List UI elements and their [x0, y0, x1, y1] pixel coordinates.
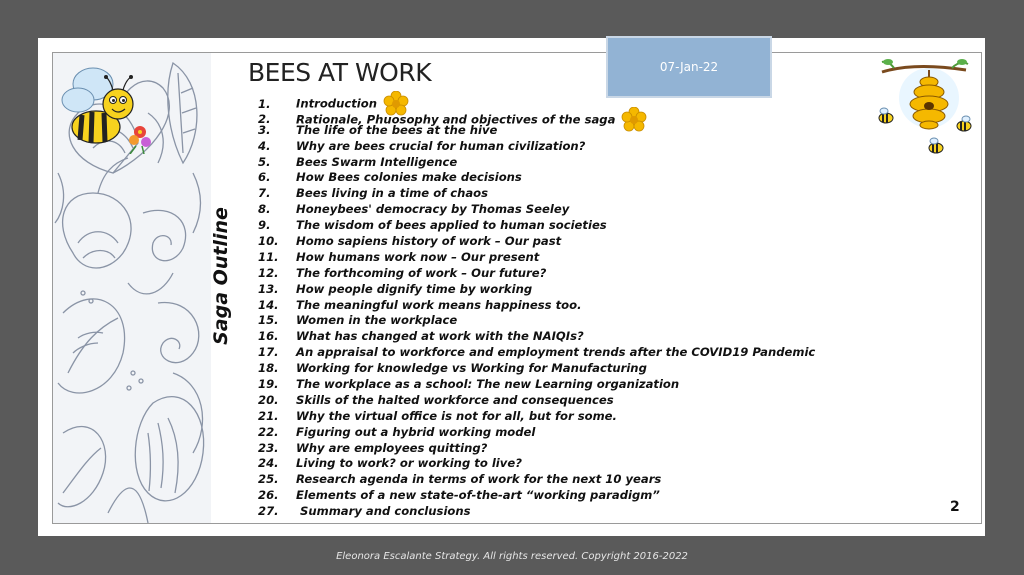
outline-item-number: 5.: [258, 154, 271, 169]
outline-item-number: 4.: [258, 138, 271, 153]
date-box: [608, 38, 770, 96]
outline-item-number: 6.: [258, 170, 271, 185]
saga-outline-list: [258, 91, 815, 520]
outline-item-text: Introduction: [296, 96, 377, 111]
copyright-footer: Eleonora Escalante Strategy. All rights reserved. Copyright 2016-2022: [336, 551, 688, 562]
outline-item-text: Women in the workplace: [296, 313, 458, 328]
outline-item-text: What has changed at work with the NAIQIs?: [296, 329, 584, 344]
outline-item-text: Living to work? or working to live?: [296, 456, 522, 471]
outline-item-number: 19.: [258, 377, 279, 392]
outline-item-text: Summary and conclusions: [296, 504, 471, 519]
outline-item-text: How people dignify time by working: [296, 281, 533, 296]
outline-item-text: Bees Swarm Intelligence: [296, 154, 458, 169]
slide: [38, 38, 985, 536]
outline-item: [258, 472, 815, 488]
outline-item: [258, 170, 815, 186]
outline-item-text: The forthcoming of work – Our future?: [296, 265, 547, 280]
outline-item-number: 27.: [258, 504, 279, 519]
outline-item: [258, 298, 815, 314]
outline-item-text: An appraisal to workforce and employment trends after the COVID19 Pandemic: [296, 345, 816, 360]
outline-item: [258, 202, 815, 218]
honey-flower-icon: [621, 107, 647, 133]
outline-item-number: 20.: [258, 392, 279, 407]
outline-item: [258, 155, 815, 171]
outline-item: [258, 488, 815, 504]
outline-item: [258, 504, 815, 520]
slide-title: BEES AT WORK: [248, 58, 432, 87]
outline-item-number: 22.: [258, 424, 279, 439]
page-number: 2: [950, 499, 960, 515]
outline-item-number: 21.: [258, 408, 279, 423]
date-text: 07-Jan-22: [659, 60, 719, 74]
outline-item: [258, 329, 815, 345]
outline-item: [258, 186, 815, 202]
outline-item: [258, 91, 815, 111]
outline-item-number: 12.: [258, 265, 279, 280]
outline-item: [258, 409, 815, 425]
outline-item-number: 10.: [258, 234, 279, 249]
bee-with-flowers-icon: [58, 62, 158, 158]
outline-item: [258, 441, 815, 457]
saga-outline-vertical-title: Saga Outline: [210, 207, 232, 345]
beehive-with-bees-icon: [874, 56, 974, 160]
outline-item-number: 8.: [258, 202, 271, 217]
outline-item-number: 26.: [258, 488, 279, 503]
outline-item-text: Skills of the halted workforce and consequences: [296, 392, 614, 407]
outline-item-text: Figuring out a hybrid working model: [296, 424, 536, 439]
outline-item-text: Why are bees crucial for human civilization?: [296, 138, 586, 153]
outline-item-text: Homo sapiens history of work – Our past: [296, 234, 562, 249]
outline-item-text: The life of the bees at the hive: [296, 122, 498, 137]
outline-item-number: 13.: [258, 281, 279, 296]
outline-item-text: The workplace as a school: The new Learning organization: [296, 377, 680, 392]
outline-item-text: Research agenda in terms of work for the next 10 years: [296, 472, 662, 487]
outline-item-text: The meaningful work means happiness too.: [296, 297, 582, 312]
outline-item-text: How humans work now – Our present: [296, 249, 540, 264]
outline-item-text: Why the virtual office is not for all, but for some.: [296, 408, 617, 423]
outline-item-number: 14.: [258, 297, 279, 312]
outline-item-text: Honeybees' democracy by Thomas Seeley: [296, 202, 570, 217]
outline-item: [258, 345, 815, 361]
outline-item: [258, 266, 815, 282]
outline-item-number: 2.: [258, 112, 271, 127]
outline-item-number: 1.: [258, 96, 271, 111]
outline-item-number: 25.: [258, 472, 279, 487]
outline-item-number: 11.: [258, 249, 279, 264]
outline-item-text: Bees living in a time of chaos: [296, 186, 489, 201]
outline-item-text: Elements of a new state-of-the-art “working paradigm”: [296, 488, 660, 503]
outline-item-number: 16.: [258, 329, 279, 344]
outline-item: [258, 282, 815, 298]
outline-item-number: 7.: [258, 186, 271, 201]
outline-item-number: 9.: [258, 218, 271, 233]
outline-item-text: Why are employees quitting?: [296, 440, 488, 455]
outline-item-number: 17.: [258, 345, 279, 360]
outline-item-text: Rationale, Phuosophy and objectives of the saga: [296, 112, 616, 127]
outline-item: [258, 456, 815, 472]
outline-item: [258, 218, 815, 234]
outline-item: [258, 361, 815, 377]
outline-item-number: 3.: [258, 122, 271, 137]
outline-item-number: 15.: [258, 313, 279, 328]
outline-item-text: The wisdom of bees applied to human societies: [296, 218, 607, 233]
outline-item: [258, 139, 815, 155]
outline-item-text: How Bees colonies make decisions: [296, 170, 522, 185]
outline-item-text: Working for knowledge vs Working for Manufacturing: [296, 361, 647, 376]
outline-item: [258, 425, 815, 441]
outline-item: [258, 393, 815, 409]
outline-item: [258, 107, 815, 127]
outline-item-number: 23.: [258, 440, 279, 455]
outline-item-number: 24.: [258, 456, 279, 471]
outline-item-number: 18.: [258, 361, 279, 376]
outline-item: [258, 313, 815, 329]
outline-item: [258, 250, 815, 266]
outline-item: [258, 377, 815, 393]
outline-item: [258, 234, 815, 250]
